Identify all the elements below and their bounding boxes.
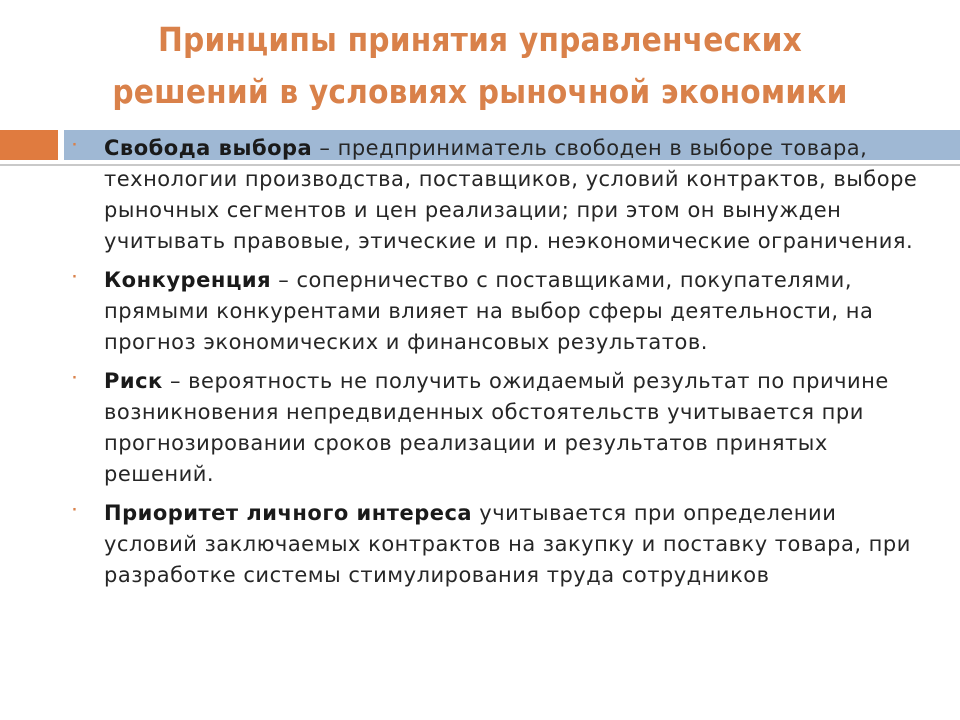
bullet-icon: · [72, 503, 78, 518]
item-term: Конкуренция [104, 268, 272, 292]
list-item [72, 265, 932, 358]
item-text: – предприниматель свободен в выборе товара, технологии производства, поставщиков, условий контрактов, выборе рыночных сегментов и цен реализации; при этом он вынужден учитывать правовые, этические и пр. неэкономические ограничения. [104, 136, 918, 253]
accent-bar-orange [0, 130, 58, 160]
list-item [72, 366, 932, 490]
item-term: Приоритет личного интереса [104, 501, 473, 525]
bullet-icon: · [72, 270, 78, 285]
bullet-icon: · [72, 371, 78, 386]
item-term: Свобода выбора [104, 136, 313, 160]
slide-title: Принципы принятия управленческих решений в условиях рыночной экономики [112, 20, 848, 111]
item-text: учитывается при определении условий заключаемых контрактов на закупку и поставку товара, при разработке системы стимулирования труда сотрудников [104, 501, 911, 587]
list-item [72, 133, 932, 257]
bullet-list [72, 133, 932, 599]
item-term: Риск [104, 369, 163, 393]
bullet-icon: · [72, 138, 78, 153]
list-item [72, 498, 932, 591]
item-text: – соперничество с поставщиками, покупателями, прямыми конкурентами влияет на выбор сферы деятельности, на прогноз экономических и финансовых результатов. [104, 268, 874, 354]
item-text: – вероятность не получить ожидаемый результат по причине возникновения непредвиденных обстоятельств учитывается при прогнозировании сроков реализации и результатов принятых решений. [104, 369, 889, 486]
